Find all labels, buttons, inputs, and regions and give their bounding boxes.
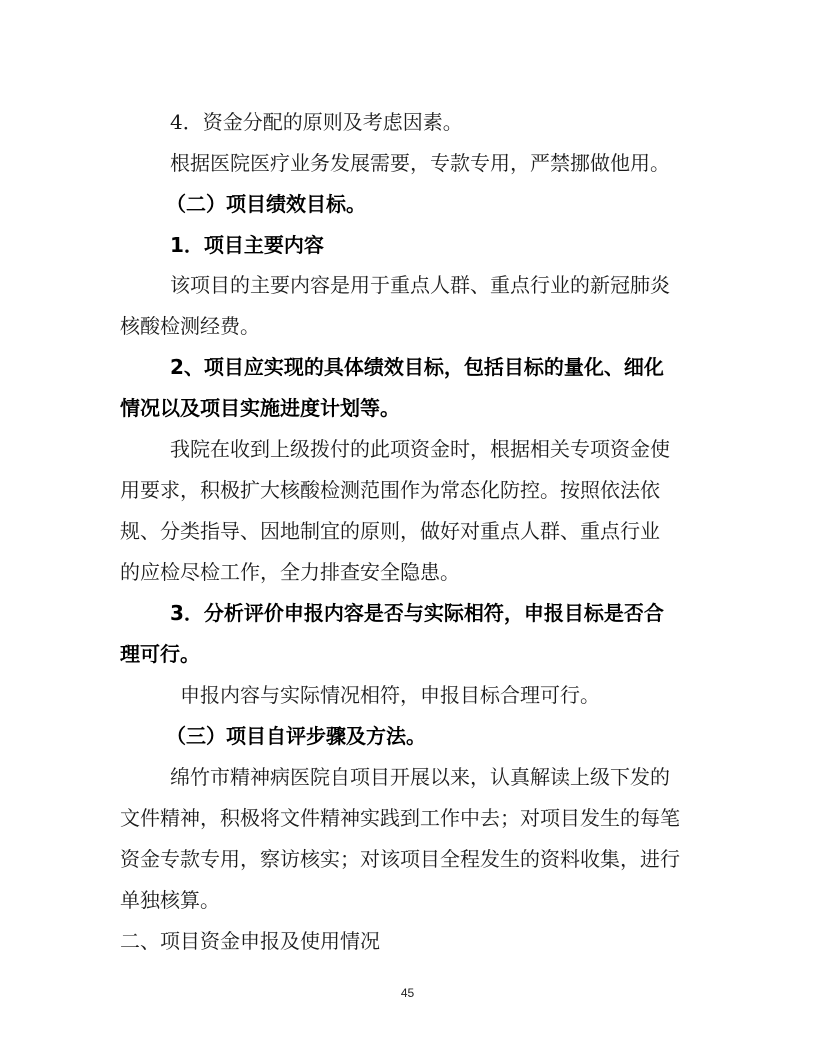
paragraph-goals-line-1: 我院在收到上级拨付的此项资金时，根据相关专项资金使 xyxy=(170,437,670,461)
paragraph-goals-line-3: 规、分类指导、因地制宜的原则，做好对重点人群、重点行业 xyxy=(120,519,660,543)
heading-performance-goals: （二）项目绩效目标。 xyxy=(166,192,366,216)
paragraph-steps-line-2: 文件精神，积极将文件精神实践到工作中去；对项目发生的每笔 xyxy=(120,806,680,830)
paragraph-steps-line-1 xyxy=(170,762,670,792)
paragraph-main-content-line-1: 该项目的主要内容是用于重点人群、重点行业的新冠肺炎 xyxy=(170,273,670,297)
heading-analysis-line-1: 3．分析评价申报内容是否与实际相符，申报目标是否合 xyxy=(170,601,664,625)
paragraph-goals-line-4: 的应检尽检工作，全力排查安全隐患。 xyxy=(120,560,460,584)
paragraph-analysis-result: 申报内容与实际情况相符，申报目标合理可行。 xyxy=(180,683,600,707)
heading-self-evaluation-steps: （三）项目自评步骤及方法。 xyxy=(166,724,426,748)
heading-specific-goals-line-2: 情况以及项目实施进度计划等。 xyxy=(120,396,400,420)
page-number: 45 xyxy=(400,986,415,1000)
paragraph-steps-line-4: 单独核算。 xyxy=(120,888,220,912)
heading-main-content: 1．项目主要内容 xyxy=(170,233,324,257)
paragraph-steps-rest: 自项目开展以来，认真解读上级下发的 xyxy=(330,765,670,789)
paragraph-fund-allocation-text: 根据医院医疗业务发展需要，专款专用，严禁挪做他用。 xyxy=(170,151,670,175)
heading-analysis-line-2: 理可行。 xyxy=(120,642,200,666)
paragraph-main-content-line-2: 核酸检测经费。 xyxy=(120,314,260,338)
section-heading-fund-usage: 二、项目资金申报及使用情况 xyxy=(120,929,380,953)
paragraph-goals-line-2: 用要求，积极扩大核酸检测范围作为常态化防控。按照依法依 xyxy=(120,478,660,502)
paragraph-steps-city: 绵竹市 xyxy=(170,765,230,789)
paragraph-steps-hospital: 精神病医院 xyxy=(230,765,330,789)
heading-specific-goals-line-1: 2、项目应实现的具体绩效目标，包括目标的量化、细化 xyxy=(170,355,664,379)
paragraph-fund-allocation-heading: 4．资金分配的原则及考虑因素。 xyxy=(170,110,463,134)
paragraph-steps-line-3: 资金专款专用，察访核实；对该项目全程发生的资料收集，进行 xyxy=(120,847,680,871)
